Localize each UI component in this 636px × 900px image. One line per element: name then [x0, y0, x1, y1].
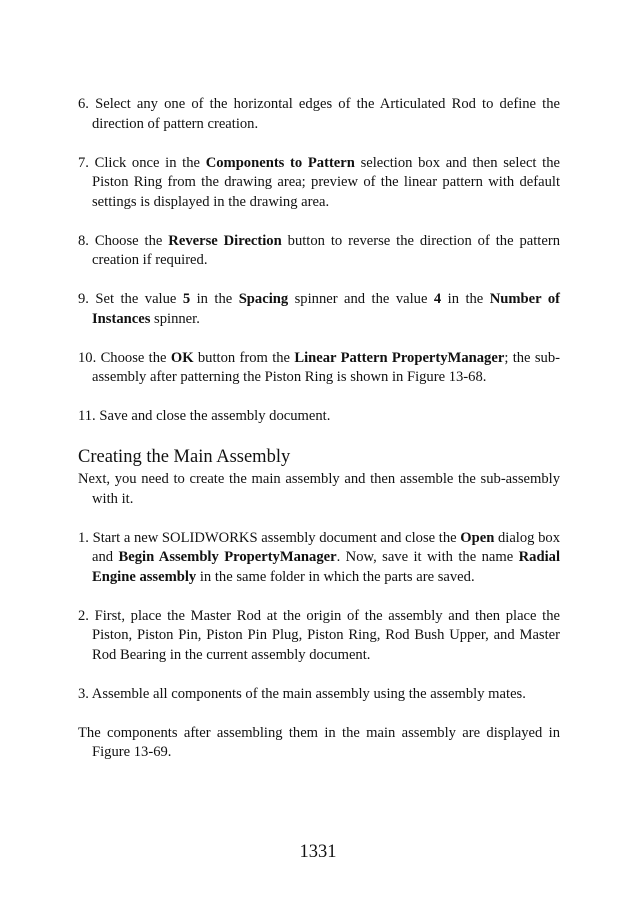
- step-11: [78, 407, 560, 427]
- step-text: 11. Save and close the assembly document.: [78, 408, 331, 424]
- step-text: button to reverse the direction of the pattern creation if required.: [92, 232, 560, 268]
- intro-text: Next, you need to create the main assembly and then assemble the sub-assembly with it.: [78, 471, 560, 507]
- step-text: 6. Select any one of the horizontal edges of the Articulated Rod to define the direction of pattern creation.: [78, 96, 560, 132]
- step-9: [78, 290, 560, 329]
- step-text: in the same folder in which the parts are saved.: [196, 568, 475, 585]
- step-text: in the: [441, 291, 490, 307]
- intro-paragraph: [78, 470, 560, 509]
- ui-term: Number of Instances: [92, 291, 560, 327]
- ui-term: Open: [460, 529, 495, 546]
- ui-term: Spacing: [238, 291, 289, 307]
- step-text: 8. Choose the: [78, 232, 169, 249]
- step-10: [78, 349, 560, 388]
- step-2: [78, 607, 560, 666]
- step-text: spinner and the value: [288, 291, 434, 307]
- step-text: 10. Choose the: [78, 349, 171, 366]
- step-6: [78, 95, 560, 134]
- step-text: . Now, save it with the name: [336, 549, 519, 565]
- ui-term: 5: [182, 291, 191, 307]
- step-3: [78, 685, 560, 705]
- step-7: [78, 154, 560, 213]
- closing-text: The components after assembling them in the main assembly are displayed in Figure 13-69.: [78, 724, 560, 760]
- step-text: 2. First, place the Master Rod at the origin of the assembly and then place the Piston, Piston Pin, Piston Pin Plug, Piston Ring, Rod Bush Upper, and Master Rod Bearing in the current assembly document.: [78, 607, 560, 663]
- step-text: dialog box and: [92, 529, 561, 565]
- step-8: [78, 232, 560, 271]
- closing-paragraph: [78, 724, 560, 763]
- ui-term: Radial Engine assembly: [92, 549, 560, 585]
- ui-term: Linear Pattern PropertyManager: [294, 349, 505, 366]
- page-content: [78, 95, 560, 763]
- step-text: selection box and then select the Piston Ring from the drawing area; preview of the linear pattern with default settings is displayed in the drawing area.: [92, 154, 560, 210]
- step-text: button from the: [193, 349, 295, 366]
- step-text: in the: [190, 291, 239, 307]
- page-number: 1331: [299, 842, 337, 862]
- ui-term: Begin Assembly PropertyManager: [118, 549, 337, 565]
- step-text: 9. Set the value: [78, 291, 183, 307]
- step-1: [78, 529, 560, 588]
- step-text: spinner.: [150, 310, 200, 327]
- step-text: ; the sub-assembly after patterning the Piston Ring is shown in Figure 13-68.: [92, 349, 560, 385]
- ui-term: OK: [170, 349, 194, 366]
- ui-term: 4: [433, 291, 442, 307]
- step-text: 7. Click once in the: [78, 154, 206, 171]
- step-text: 3. Assemble all components of the main assembly using the assembly mates.: [78, 685, 526, 702]
- ui-term: Components to Pattern: [205, 154, 355, 171]
- step-text: 1. Start a new SOLIDWORKS assembly document and close the: [78, 529, 461, 546]
- section-heading: Creating the Main Assembly: [78, 447, 291, 467]
- ui-term: Reverse Direction: [168, 232, 282, 249]
